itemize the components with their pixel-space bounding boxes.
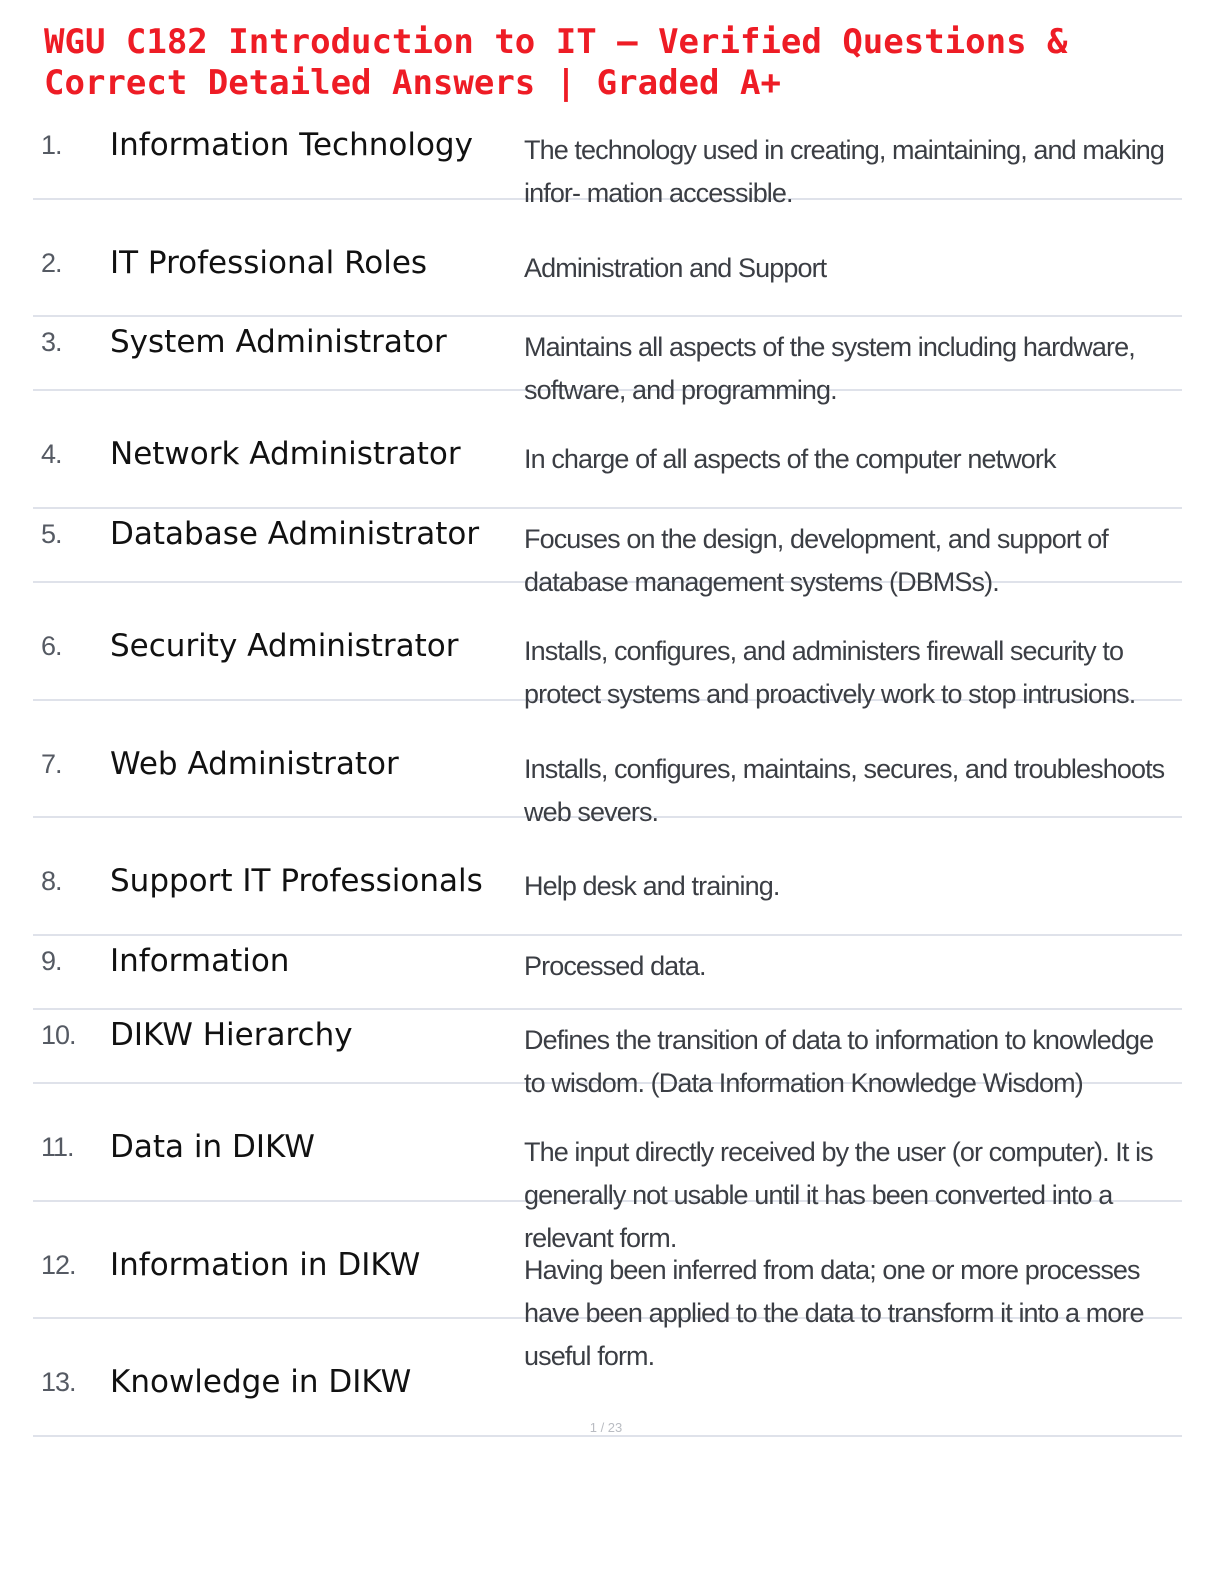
term-number: 2.: [41, 248, 62, 278]
term-row: [33, 1202, 1182, 1371]
term-label: Knowledge in DIKW: [110, 1364, 412, 1400]
term-row: [33, 317, 1182, 405]
term-label: Data in DIKW: [110, 1129, 315, 1165]
term-row: [33, 509, 1182, 597]
term-label: Web Administrator: [110, 746, 399, 782]
term-definition: Installs, configures, and administers firewall security to protect systems and proactively work to stop intrusions.: [524, 636, 1136, 709]
term-row: [33, 936, 1182, 1010]
term-label: Database Administrator: [110, 516, 480, 552]
term-definition: Processed data.: [524, 951, 706, 981]
term-definition: Administration and Support: [524, 253, 827, 283]
term-number: 11.: [41, 1132, 74, 1162]
term-label: IT Professional Roles: [110, 245, 428, 281]
term-row: [33, 120, 1182, 208]
term-definition: Installs, configures, maintains, secures, and troubleshoots web severs.: [524, 754, 1165, 827]
term-number: 10.: [41, 1020, 76, 1050]
term-label: Security Administrator: [110, 628, 459, 664]
term-label: System Administrator: [110, 324, 447, 360]
term-label: Information Technology: [110, 127, 473, 163]
term-number: 3.: [41, 327, 62, 357]
term-number: 6.: [41, 631, 62, 661]
term-definition: Maintains all aspects of the system including hardware, software, and programming.: [524, 332, 1135, 405]
term-definition: Having been inferred from data; one or more processes have been applied to the data to transform it into a more useful form.: [524, 1255, 1144, 1371]
term-number: 12.: [41, 1250, 76, 1280]
term-row: [33, 818, 1182, 936]
term-definition: The input directly received by the user (or computer). It is generally not usable until it has been converted into a relevant form.: [524, 1137, 1153, 1253]
term-row: [33, 1084, 1182, 1253]
term-list: [33, 120, 1182, 1437]
term-row: [33, 1010, 1182, 1098]
term-label: Network Administrator: [110, 436, 461, 472]
term-definition: The technology used in creating, maintaining, and making infor- mation accessible.: [524, 135, 1165, 208]
term-definition: In charge of all aspects of the computer network: [524, 444, 1056, 474]
term-row: [33, 701, 1182, 827]
term-number: 8.: [41, 866, 62, 896]
term-number: 9.: [41, 946, 62, 976]
term-number: 4.: [41, 439, 62, 469]
term-row: [33, 391, 1182, 509]
term-definition: Focuses on the design, development, and support of database management systems (DBMSs).: [524, 524, 1108, 597]
term-label: Information in DIKW: [110, 1247, 421, 1283]
term-label: DIKW Hierarchy: [110, 1017, 353, 1053]
term-row: [33, 200, 1182, 317]
page-title: WGU C182 Introduction to IT – Verified Questions & Correct Detailed Answers | Graded A+: [44, 22, 1068, 103]
term-number: 7.: [41, 749, 62, 779]
term-row: [33, 583, 1182, 709]
term-label: Support IT Professionals: [110, 863, 483, 899]
term-definition: Defines the transition of data to information to knowledge to wisdom. (Data Information Knowledge Wisdom): [524, 1025, 1154, 1098]
term-number: 13.: [41, 1367, 76, 1397]
page-number: 1 / 23: [589, 1420, 623, 1435]
term-number: 5.: [41, 519, 62, 549]
term-definition: Help desk and training.: [524, 871, 780, 901]
term-number: 1.: [41, 130, 62, 160]
term-label: Information: [110, 943, 290, 979]
